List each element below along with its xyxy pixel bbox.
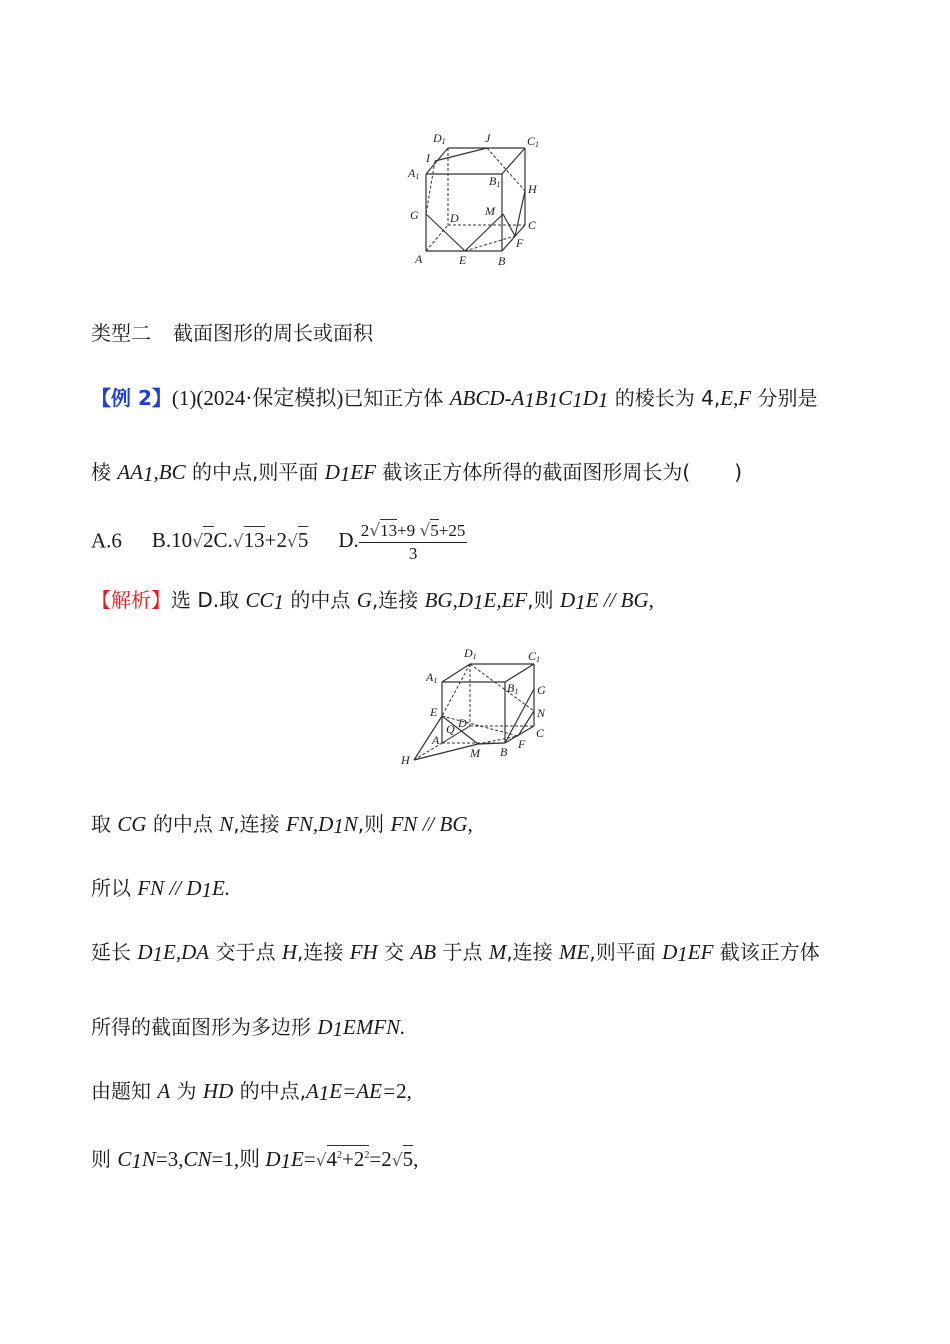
label-D1: D1 <box>464 646 477 661</box>
label-D: D <box>450 211 459 225</box>
label-B1: B1 <box>507 681 519 696</box>
label-H: H <box>401 753 410 767</box>
solution-line-6: 由题知 A 为 HD 的中点$,A_1E=AE=2$, <box>91 1079 412 1105</box>
fraction: $\frac{2√13+9 √5+25}{3}$ <box>360 521 466 563</box>
radical-icon: √ <box>232 532 244 553</box>
label-H: H <box>528 182 537 196</box>
cube-figure-2 <box>390 640 560 775</box>
option-b[interactable]: B.10√2 <box>151 528 214 553</box>
cube-figure-1 <box>400 125 560 275</box>
section-type-label: 类型二 <box>91 321 151 345</box>
label-C1: C1 <box>528 649 541 664</box>
label-B: B <box>500 745 508 759</box>
option-a[interactable]: A.6 <box>91 528 122 553</box>
option-c[interactable]: C.√13+2√5 <box>213 528 309 553</box>
label-C: C <box>528 218 537 232</box>
label-G: G <box>410 208 419 222</box>
example-line-1: 【例 2】(1)(2024·保定模拟)已知正方体 ABCD-$A_1B_1C_1D_1$ 的棱长为 4,E,F 分别是 <box>91 386 818 412</box>
label-I: I <box>426 151 430 165</box>
section-heading <box>91 319 373 347</box>
radical-icon: √ <box>315 1151 327 1171</box>
solution-line-4: 延长 $D_1E,DA$ 交于点 H,连接 FH 交 AB 于点 M,连接 ME,则平面 $D_1EF$ 截该正方体 <box>91 940 820 966</box>
solution-line-5: 所得的截面图形为多边形 $D_1EMFN$. <box>91 1015 406 1041</box>
radical-icon: √ <box>391 1151 403 1171</box>
label-A1: A1 <box>408 166 420 181</box>
label-F: F <box>518 737 526 751</box>
option-d[interactable]: D. $\frac{2√13+9 √5+25}{3}$ <box>338 521 466 563</box>
label-J: J <box>485 131 491 145</box>
solution-tag: 【解析】 <box>91 588 171 612</box>
label-E: E <box>430 705 438 719</box>
answer-options <box>91 520 467 565</box>
label-C1: C1 <box>527 134 540 149</box>
label-E: E <box>459 253 467 267</box>
section-title: 截面图形的周长或面积 <box>173 321 373 345</box>
label-A: A <box>415 252 423 266</box>
label-D: D <box>458 716 467 730</box>
label-C: C <box>536 726 545 740</box>
label-Q: Q <box>446 722 455 736</box>
label-M: M <box>485 204 495 218</box>
solution-line-2: 取 CG 的中点 N,连接 $FN,D_1N$,则 FN // BG, <box>91 812 473 838</box>
solution-line-1: 【解析】选 D.取 $CC_1$ 的中点 G,连接 $BG,D_1E,EF$,则 $D_1E$ // BG, <box>91 588 654 614</box>
label-G: G <box>537 683 546 697</box>
radical-icon: √ <box>286 532 298 553</box>
label-B1: B1 <box>489 174 501 189</box>
solution-line-7: 则 $C_1N=3,CN=1$,则 $D_1E=√4^2+2^2=2√5$, <box>91 1147 419 1173</box>
example-line-2: 棱 $AA_1,BC$ 的中点,则平面 $D_1EF$ 截该正方体所得的截面图形周长为( ) <box>91 460 742 486</box>
label-M: M <box>470 746 480 760</box>
label-A1: A1 <box>426 670 438 685</box>
example-tag: 【例 2】 <box>91 386 172 410</box>
solution-line-3: 所以 FN // $D_1E$. <box>91 876 231 902</box>
label-N: N <box>537 706 546 720</box>
label-B: B <box>498 254 506 268</box>
label-F: F <box>516 236 524 250</box>
label-A: A <box>432 733 440 747</box>
radical-icon: √ <box>192 532 204 553</box>
label-D1: D1 <box>433 131 446 146</box>
